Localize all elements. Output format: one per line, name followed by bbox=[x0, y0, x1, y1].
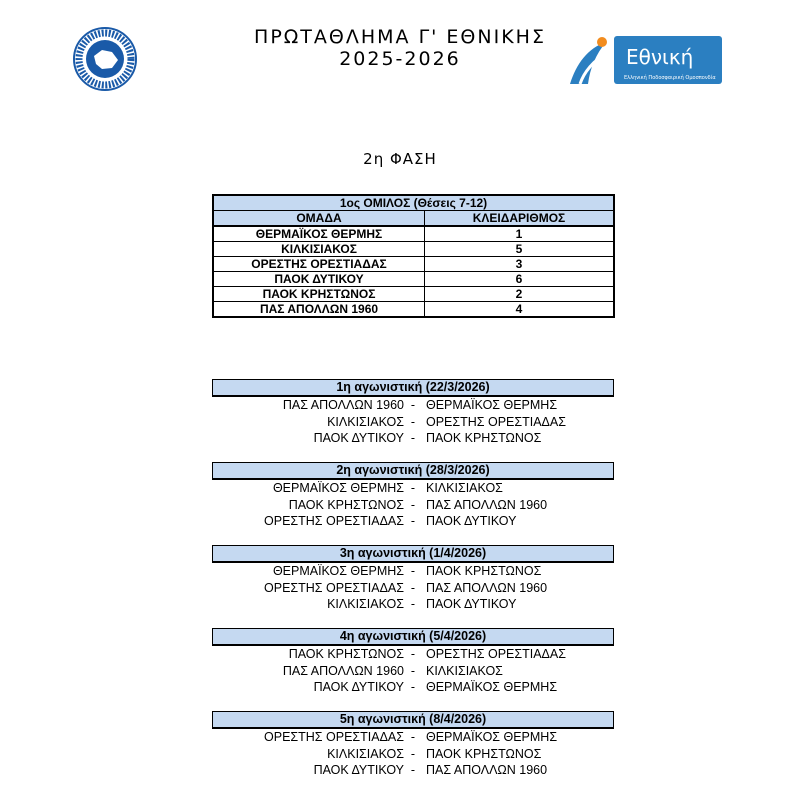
away-team: ΚΙΛΚΙΣΙΑΚΟΣ bbox=[426, 481, 503, 495]
team-cell: ΟΡΕΣΤΗΣ ΟΡΕΣΤΙΑΔΑΣ bbox=[213, 257, 425, 272]
championship-title bbox=[210, 26, 590, 70]
away-team: ΘΕΡΜΑΪΚΟΣ ΘΕΡΜΗΣ bbox=[426, 680, 558, 694]
match-row bbox=[212, 497, 614, 514]
title-line-2: 2025-2026 bbox=[339, 48, 461, 70]
table-row bbox=[213, 242, 614, 257]
table-row bbox=[213, 257, 614, 272]
match-separator: - bbox=[410, 647, 416, 661]
away-team: ΠΑΟΚ ΔΥΤΙΚΟΥ bbox=[426, 514, 517, 528]
match-separator: - bbox=[410, 680, 416, 694]
key-cell: 1 bbox=[425, 226, 615, 242]
match-separator: - bbox=[410, 746, 416, 761]
match-separator: - bbox=[410, 564, 416, 578]
ethniki-logo-subtitle: Ελληνική Ποδοσφαιρική Ομοσπονδία bbox=[624, 75, 716, 81]
home-team: ΚΙΛΚΙΣΙΑΚΟΣ bbox=[327, 597, 404, 611]
ethniki-logo-word: Εθνική bbox=[626, 45, 694, 69]
match-row bbox=[212, 663, 614, 680]
key-cell: 5 bbox=[425, 242, 615, 257]
match-separator: - bbox=[410, 431, 416, 445]
round-header: 5η αγωνιστική (8/4/2026) bbox=[212, 711, 614, 729]
round-2 bbox=[212, 462, 614, 530]
match-separator: - bbox=[410, 580, 416, 595]
ethniki-logo bbox=[566, 34, 724, 88]
home-team: ΘΕΡΜΑΪΚΟΣ ΘΕΡΜΗΣ bbox=[272, 564, 404, 578]
key-cell: 2 bbox=[425, 287, 615, 302]
team-cell: ΠΑΟΚ ΚΡΗΣΤΩΝΟΣ bbox=[213, 287, 425, 302]
away-team: ΠΑΣ ΑΠΟΛΛΩΝ 1960 bbox=[426, 497, 548, 512]
round-3 bbox=[212, 545, 614, 613]
match-separator: - bbox=[410, 398, 416, 412]
match-row bbox=[212, 430, 614, 447]
match-separator: - bbox=[410, 763, 416, 777]
home-team: ΠΑΣ ΑΠΟΛΛΩΝ 1960 bbox=[282, 663, 404, 678]
away-team: ΟΡΕΣΤΗΣ ΟΡΕΣΤΙΑΔΑΣ bbox=[426, 647, 566, 661]
match-row bbox=[212, 679, 614, 696]
team-cell: ΘΕΡΜΑΪΚΟΣ ΘΕΡΜΗΣ bbox=[213, 226, 425, 242]
group-table bbox=[212, 194, 615, 318]
round-1 bbox=[212, 379, 614, 447]
round-header: 3η αγωνιστική (1/4/2026) bbox=[212, 545, 614, 563]
table-row bbox=[213, 272, 614, 287]
phase-title: 2η ΦΑΣΗ bbox=[363, 150, 437, 168]
away-team: ΘΕΡΜΑΪΚΟΣ ΘΕΡΜΗΣ bbox=[426, 398, 558, 412]
home-team: ΟΡΕΣΤΗΣ ΟΡΕΣΤΙΑΔΑΣ bbox=[264, 580, 404, 595]
epo-logo bbox=[72, 22, 138, 96]
match-separator: - bbox=[410, 663, 416, 678]
away-team: ΠΑΣ ΑΠΟΛΛΩΝ 1960 bbox=[426, 580, 548, 595]
round-4 bbox=[212, 628, 614, 696]
home-team: ΠΑΟΚ ΔΥΤΙΚΟΥ bbox=[313, 431, 404, 445]
match-separator: - bbox=[410, 414, 416, 429]
column-key-header: ΚΛΕΙΔΑΡΙΘΜΟΣ bbox=[425, 211, 615, 227]
home-team: ΘΕΡΜΑΪΚΟΣ ΘΕΡΜΗΣ bbox=[272, 481, 404, 495]
away-team: ΠΑΟΚ ΔΥΤΙΚΟΥ bbox=[426, 597, 517, 611]
match-row bbox=[212, 596, 614, 613]
home-team: ΠΑΣ ΑΠΟΛΛΩΝ 1960 bbox=[282, 398, 404, 412]
match-separator: - bbox=[410, 514, 416, 528]
group-columns-row bbox=[213, 211, 614, 227]
match-row bbox=[212, 563, 614, 580]
away-team: ΠΑΟΚ ΚΡΗΣΤΩΝΟΣ bbox=[426, 431, 542, 445]
match-row bbox=[212, 729, 614, 746]
match-separator: - bbox=[410, 597, 416, 611]
team-cell: ΠΑΣ ΑΠΟΛΛΩΝ 1960 bbox=[213, 302, 425, 318]
home-team: ΚΙΛΚΙΣΙΑΚΟΣ bbox=[327, 414, 404, 429]
round-header: 2η αγωνιστική (28/3/2026) bbox=[212, 462, 614, 480]
away-team: ΘΕΡΜΑΪΚΟΣ ΘΕΡΜΗΣ bbox=[426, 730, 558, 744]
home-team: ΠΑΟΚ ΔΥΤΙΚΟΥ bbox=[313, 680, 404, 694]
home-team: ΚΙΛΚΙΣΙΑΚΟΣ bbox=[327, 746, 404, 761]
key-cell: 3 bbox=[425, 257, 615, 272]
home-team: ΟΡΕΣΤΗΣ ΟΡΕΣΤΙΑΔΑΣ bbox=[264, 514, 404, 528]
match-separator: - bbox=[410, 481, 416, 495]
match-row bbox=[212, 513, 614, 530]
match-row bbox=[212, 646, 614, 663]
away-team: ΠΑΟΚ ΚΡΗΣΤΩΝΟΣ bbox=[426, 746, 542, 761]
match-row bbox=[212, 580, 614, 597]
key-cell: 6 bbox=[425, 272, 615, 287]
match-separator: - bbox=[410, 497, 416, 512]
home-team: ΠΑΟΚ ΔΥΤΙΚΟΥ bbox=[313, 763, 404, 777]
match-row bbox=[212, 414, 614, 431]
key-cell: 4 bbox=[425, 302, 615, 318]
team-cell: ΠΑΟΚ ΔΥΤΙΚΟΥ bbox=[213, 272, 425, 287]
away-team: ΚΙΛΚΙΣΙΑΚΟΣ bbox=[426, 663, 503, 678]
home-team: ΟΡΕΣΤΗΣ ΟΡΕΣΤΙΑΔΑΣ bbox=[264, 730, 404, 744]
round-5 bbox=[212, 711, 614, 779]
away-team: ΠΑΟΚ ΚΡΗΣΤΩΝΟΣ bbox=[426, 564, 542, 578]
match-row bbox=[212, 746, 614, 763]
round-header: 1η αγωνιστική (22/3/2026) bbox=[212, 379, 614, 397]
group-title-row bbox=[213, 195, 614, 211]
match-separator: - bbox=[410, 730, 416, 744]
home-team: ΠΑΟΚ ΚΡΗΣΤΩΝΟΣ bbox=[288, 647, 404, 661]
match-row bbox=[212, 480, 614, 497]
away-team: ΟΡΕΣΤΗΣ ΟΡΕΣΤΙΑΔΑΣ bbox=[426, 414, 566, 429]
away-team: ΠΑΣ ΑΠΟΛΛΩΝ 1960 bbox=[426, 763, 548, 777]
round-header: 4η αγωνιστική (5/4/2026) bbox=[212, 628, 614, 646]
match-row bbox=[212, 762, 614, 779]
table-row bbox=[213, 302, 614, 318]
column-team-header: ΟΜΑΔΑ bbox=[213, 211, 425, 227]
match-row bbox=[212, 397, 614, 414]
team-cell: ΚΙΛΚΙΣΙΑΚΟΣ bbox=[213, 242, 425, 257]
table-row bbox=[213, 287, 614, 302]
title-line-1: ΠΡΩΤΑΘΛΗΜΑ Γ' ΕΘΝΙΚΗΣ bbox=[254, 26, 546, 48]
table-row bbox=[213, 226, 614, 242]
home-team: ΠΑΟΚ ΚΡΗΣΤΩΝΟΣ bbox=[288, 497, 404, 512]
group-title: 1ος ΟΜΙΛΟΣ (Θέσεις 7-12) bbox=[213, 195, 614, 211]
